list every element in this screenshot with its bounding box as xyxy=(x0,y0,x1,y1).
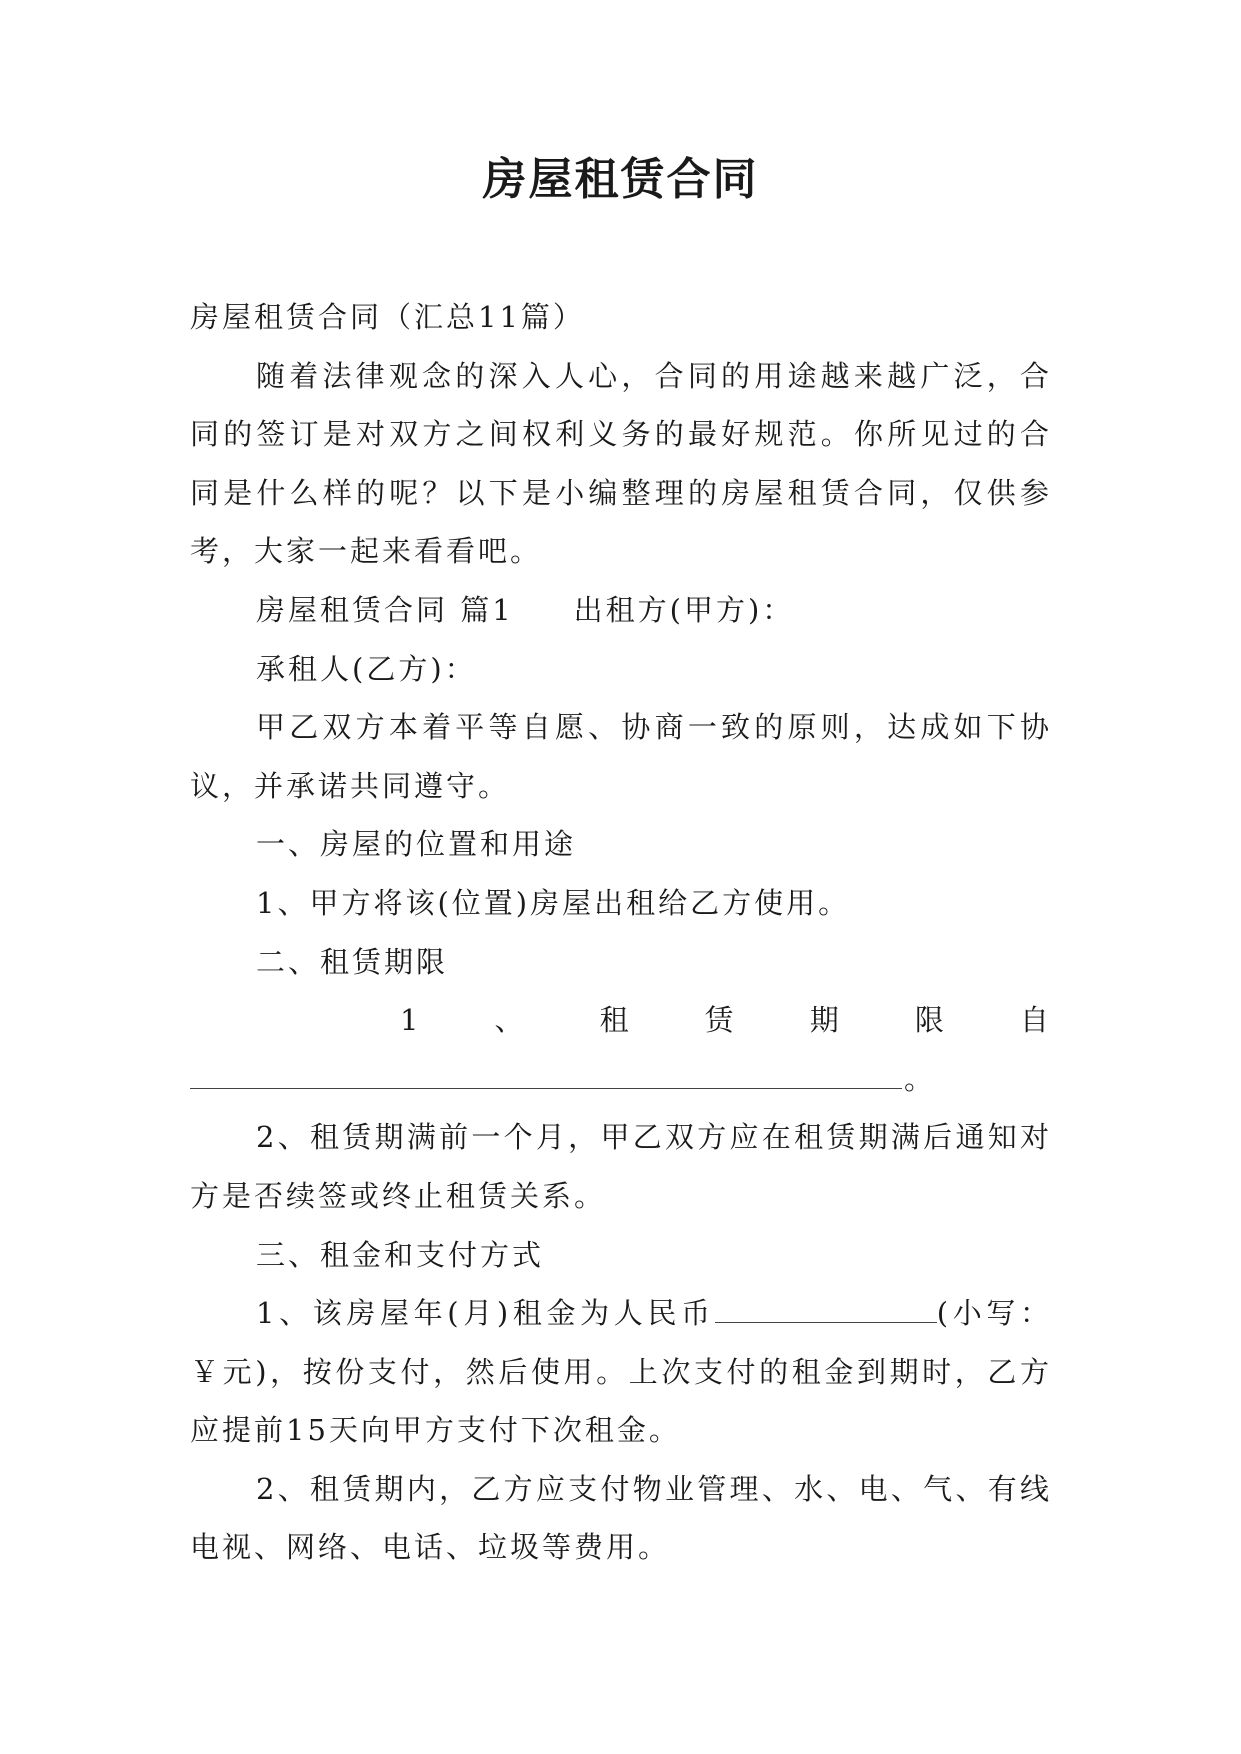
section-1-title: 一、房屋的位置和用途 xyxy=(256,827,577,862)
section-3-title: 三、租金和支付方式 xyxy=(256,1237,545,1272)
article-heading: 房屋租赁合同 篇1 xyxy=(256,592,514,627)
lessee-label: 承租人(乙方)： xyxy=(256,651,477,686)
lessor-label: 出租方(甲方)： xyxy=(573,592,795,627)
principle-paragraph: 甲乙双方本着平等自愿、协商一致的原则，达成如下协议，并承诺共同遵守。 xyxy=(190,710,1052,803)
subtitle: 房屋租赁合同（汇总11篇） xyxy=(190,300,585,334)
spread-word: 期 xyxy=(809,1003,842,1038)
intro-paragraph: 随着法律观念的深入人心，合同的用途越来越广泛，合同的签订是对双方之间权利义务的最好规范。你所见过的合同是什么样的呢？以下是小编整理的房屋租赁合同，仅供参考，大家一起来看看吧。 xyxy=(190,358,1052,569)
rent-amount-rest: (小写：￥元)，按份支付，然后使用。上次支付的租金到期时，乙方应提前15天向甲方支付下次租金。 xyxy=(190,1296,1052,1448)
document-body xyxy=(190,288,1052,1577)
spread-word: 、 xyxy=(494,1003,527,1038)
rent-amount-text: 1、该房屋年(月)租金为人民币 xyxy=(256,1296,715,1331)
spread-word: 自 xyxy=(1019,1003,1052,1038)
document-title: 房屋租赁合同 xyxy=(482,154,759,205)
rent-amount-blank xyxy=(715,1292,937,1323)
section-2-item-1-spread xyxy=(190,991,1052,1050)
lease-period-blank-line xyxy=(190,1050,1052,1109)
section-3-item-2: 2、租赁期内，乙方应支付物业管理、水、电、气、有线电视、网络、电话、垃圾等费用。 xyxy=(190,1471,1052,1565)
lease-period-end: 。 xyxy=(904,1061,937,1096)
section-3-item-1 xyxy=(190,1284,1052,1460)
lease-period-blank xyxy=(190,1058,902,1089)
spread-word: 1 xyxy=(400,1003,422,1038)
spread-word: 租 xyxy=(599,1003,632,1038)
section-2-item-2: 2、租赁期满前一个月，甲乙双方应在租赁期满后通知对方是否续签或终止租赁关系。 xyxy=(190,1120,1052,1213)
spread-word: 赁 xyxy=(704,1003,737,1038)
spread-word: 限 xyxy=(914,1003,947,1038)
section-1-item-1: 1、甲方将该(位置)房屋出租给乙方使用。 xyxy=(256,885,851,920)
section-2-title: 二、租赁期限 xyxy=(256,944,449,979)
article-heading-line xyxy=(190,581,1052,640)
